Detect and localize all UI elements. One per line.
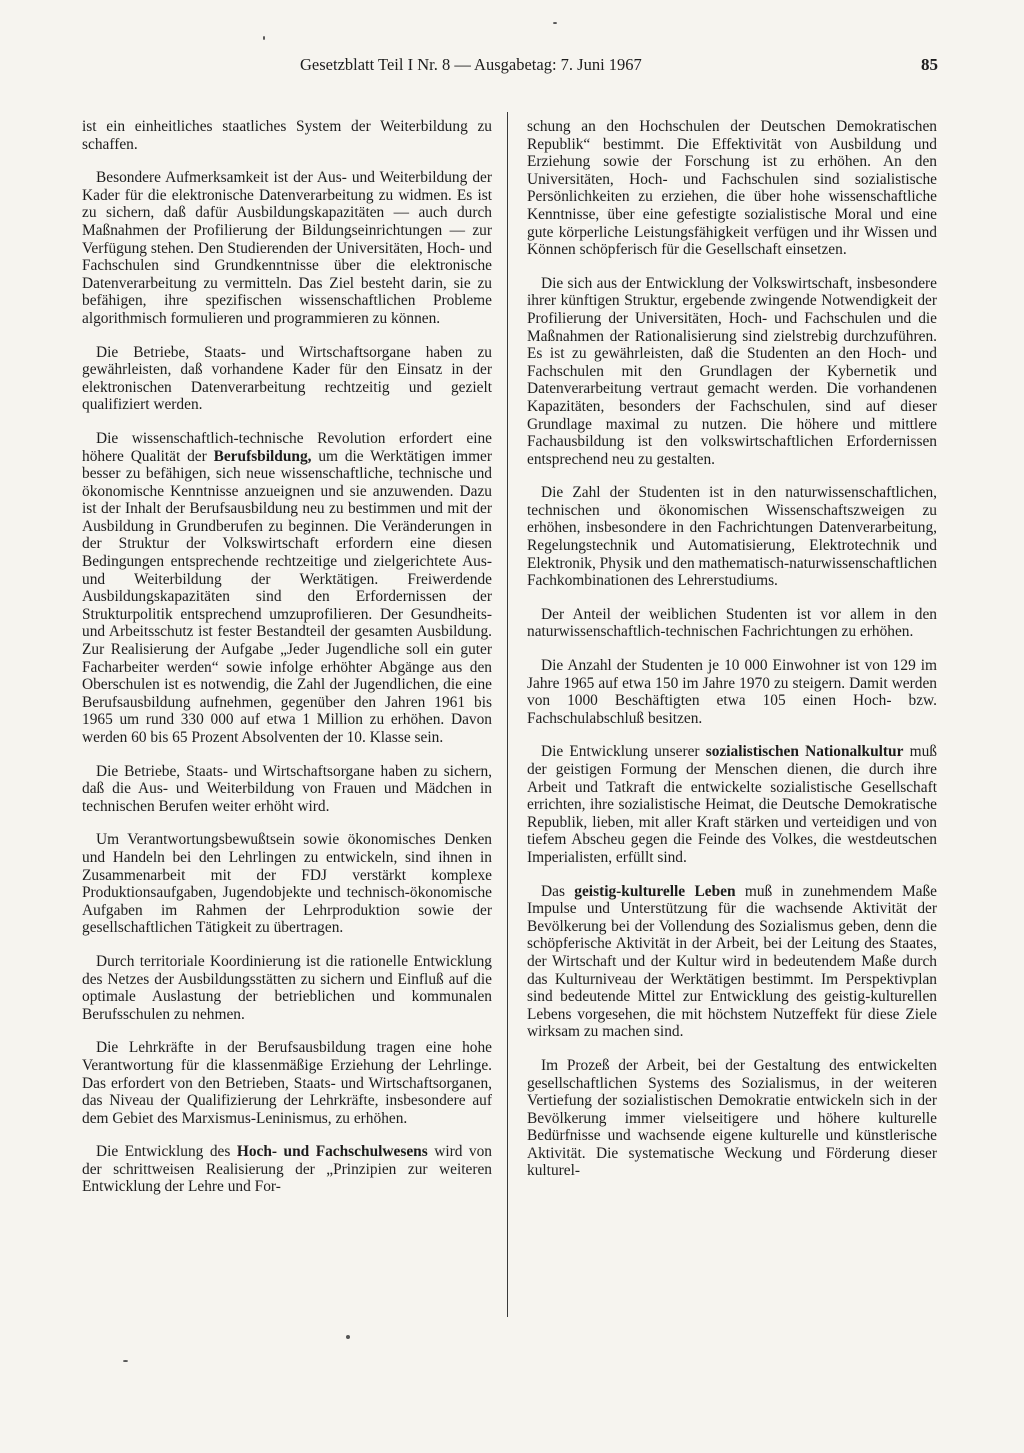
page-header (300, 55, 990, 81)
running-head: Gesetzblatt Teil I Nr. 8 — Ausgabetag: 7. Juni 1967 (300, 55, 642, 74)
column-divider (507, 112, 508, 1317)
paragraph-text: um die Werktätigen immer besser zu befähigen, sich neue wissenschaftliche, technische und ökonomische Kenntnisse anzueignen und sie anzuwenden. Dazu ist der Inhalt der Berufsausbildung neu zu bestimmen und mit der Ausbildung in Grundberufen zu beginnen. Die Veränderungen in der Struktur der Volkswirtschaft erfordern eine diesen Bedingungen entsprechende rechtzeitige und zielgerichtete Aus- und Weiterbildung der Werktätigen. Freiwerdende Ausbildungskapazitäten sind den Erfordernissen der Strukturpolitik entsprechend umzuprofilieren. Der Gesundheits- und Arbeitsschutz ist fester Bestandteil der gesamten Ausbildung. Zur Realisierung der Aufgabe „Jeder Jugendliche soll ein guter Facharbeiter werden“ sowie infolge erhöhter Abgänge aus den Oberschulen ist es notwendig, die Zahl der Jugendlichen, die eine Berufsausbildung aufnehmen, gegenüber den Jahren 1961 bis 1965 um rund 330 000 auf etwa 1 Million zu erhöhen. Davon werden 60 bis 65 Prozent Absolventen der 10. Klasse sein. (82, 447, 492, 746)
scan-speck (346, 1335, 350, 1339)
left-column (82, 118, 492, 1212)
bold-term: Hoch- und Fachschulwesens (236, 1143, 428, 1161)
paragraph (82, 1143, 492, 1196)
paragraph: schung an den Hochschulen der Deutschen Demokratischen Republik“ bestimmt. Die Effektivität von Ausbildung und Erziehung sowie der Forschung ist zu erhöhen. An den Universitäten, Hoch- und Fachschulen sind sozialistische Persönlichkeiten zu erziehen, die über hohe wissenschaftliche Kenntnisse, über eine gefestigte sozialistische Moral und eine gute körperliche Leistungsfähigkeit verfügen und ihr Wissen und Können schöpferisch für die Gesellschaft einsetzen. (527, 118, 937, 259)
paragraph (527, 743, 937, 866)
paragraph: Im Prozeß der Arbeit, bei der Gestaltung des entwickelten gesellschaftlichen Systems des Sozialismus, in der weiteren Vertiefung der sozialistischen Demokratie entwickeln sich in der Bevölkerung immer vielseitigere und höhere kulturelle Bedürfnisse und wachsende eigene kulturelle und künstlerische Aktivität. Die systematische Weckung und Förderung dieser kulturel- (527, 1056, 937, 1180)
paragraph: Durch territoriale Koordinierung ist die rationelle Entwicklung des Netzes der Ausbildungsstätten zu sichern und Einfluß auf die optimale Auslastung der betrieblichen und kommunalen Berufsschulen zu nehmen. (82, 952, 492, 1023)
paragraph-text: wird von der schrittweisen Realisierung der „Prinzipien zur weiteren Entwicklung der Lehre und For- (82, 1143, 492, 1196)
bold-term: geistig-kulturelle Leben (574, 882, 736, 900)
paragraph-text: Die Entwicklung des (96, 1143, 237, 1161)
paragraph: Besondere Aufmerksamkeit ist der Aus- und Weiterbildung der Kader für die elektronische Datenverarbeitung zu widmen. Es ist zu sichern, daß dafür Ausbildungskapazitäten — auch durch Maßnahmen der Profilierung der Bildungseinrichtungen — zur Verfügung stehen. Den Studierenden der Universitäten, Hoch- und Fachschulen sind Grundkenntnisse über die elektronische Datenverarbeitung zu vermitteln. Das Ziel besteht darin, sie zu befähigen, ihre spezifischen wissenschaftlichen Probleme algorithmisch formulieren und programmieren zu können. (82, 169, 492, 327)
paragraph-text: Das (541, 882, 575, 900)
paragraph: Der Anteil der weiblichen Studenten ist vor allem in den naturwissenschaftlich-technischen Fachrichtungen zu erhöhen. (527, 605, 937, 641)
scan-speck (553, 22, 557, 24)
scan-speck (123, 1360, 128, 1362)
paragraph-text: muß in zunehmendem Maße Impulse und Unterstützung für die wachsende Aktivität der Bevölkerung bei der Vollendung des Sozialismus geben, denn die schöpferische Aktivität in der Arbeit, bei der Leitung des Staates, der Wirtschaft und der Kultur wird in bedeutendem Maße durch das Kulturniveau der Werktätigen bestimmt. Im Perspektivplan sind bedeutende Mittel zur Entwicklung des geistig-kulturellen Lebens vorgesehen, die mit höchstem Nutzeffekt für diese Ziele wirksam zu machen sind. (527, 882, 937, 1041)
paragraph-text: Die wissenschaftlich-technische Revolution erfordert eine höhere Qualität der (82, 429, 492, 465)
paragraph: Die Zahl der Studenten ist in den naturwissenschaftlichen, technischen und ökonomischen Wissenschaftszweigen zu erhöhen, insbesondere in den Fachrichtungen Datenverarbeitung, Regelungstechnik und Automatisierung, Elektrotechnik und Elektronik, Physik und den mathematisch-naturwissenschaftlichen Fachkombinationen des Lehrerstudiums. (527, 484, 937, 590)
paragraph: Die Betriebe, Staats- und Wirtschaftsorgane haben zu sichern, daß die Aus- und Weiterbildung von Frauen und Mädchen in technischen Berufen weiter erhöht wird. (82, 762, 492, 815)
bold-term: sozialistischen Nationalkultur (705, 743, 904, 761)
paragraph: ist ein einheitliches staatliches System der Weiterbildung zu schaffen. (82, 118, 492, 153)
right-column (527, 118, 937, 1196)
paragraph (527, 883, 937, 1041)
paragraph: Die Lehrkräfte in der Berufsausbildung tragen eine hohe Verantwortung für die klassenmäßige Erziehung der Lehrlinge. Das erfordert von den Betrieben, Staats- und Wirtschaftsorganen, das Niveau der Qualifizierung der Lehrkräfte, insbesondere auf dem Gebiet des Marxismus-Leninismus, zu erhöhen. (82, 1039, 492, 1127)
bold-term: Berufsbildung, (213, 447, 312, 465)
paragraph: Die Betriebe, Staats- und Wirtschaftsorgane haben zu gewährleisten, daß vorhandene Kader für den Einsatz in der elektronischen Datenverarbeitung rechtzeitig und gezielt qualifiziert werden. (82, 343, 492, 414)
paragraph: Um Verantwortungsbewußtsein sowie ökonomisches Denken und Handeln bei den Lehrlingen zu entwickeln, sind ihnen in Zusammenarbeit mit der FDJ verstärkt komplexe Produktionsaufgaben, Jugendobjekte und technisch-ökonomische Aufgaben im Rahmen der Lehrproduktion sowie der gesellschaftlichen Tätigkeit zu übertragen. (82, 831, 492, 937)
scan-speck (263, 36, 265, 40)
paragraph-text: muß der geistigen Formung der Menschen dienen, die durch ihre Arbeit und Tatkraft die entwickelte sozialistische Gesellschaft errichten, ihre sozialistische Heimat, die Deutsche Demokratische Republik, lieben, mit aller Kraft stärken und verteidigen und von tiefem Abscheu gegen die Feinde des Volkes, die westdeutschen Imperialisten, erfüllt sind. (527, 743, 937, 866)
paragraph: Die Anzahl der Studenten je 10 000 Einwohner ist von 129 im Jahre 1965 auf etwa 150 im Jahre 1970 zu steigern. Damit werden von 1000 Beschäftigten etwa 105 einen Hoch- bzw. Fachschulabschluß besitzen. (527, 657, 937, 727)
paragraph-text: Die Entwicklung unserer (541, 743, 706, 761)
page-number: 85 (921, 55, 938, 74)
paragraph (82, 430, 492, 747)
paragraph: Die sich aus der Entwicklung der Volkswirtschaft, insbesondere ihrer künftigen Struktur, ergebende zwingende Notwendigkeit der Profilierung der Universitäten, Hoch- und Fachschulen und die Maßnahmen der Rationalisierung sind zielstrebig durchzuführen. Es ist zu gewährleisten, daß die Studenten an den Hoch- und Fachschulen mit den Grundlagen der Kybernetik und Datenverarbeitung vertraut gemacht werden. Die vorhandenen Kapazitäten, besonders der Fachschulen, sind auf dieser Grundlage maximal zu nutzen. Die höhere und mittlere Fachausbildung ist den volkswirtschaftlichen Erfordernissen entsprechend neu zu gestalten. (527, 274, 937, 468)
